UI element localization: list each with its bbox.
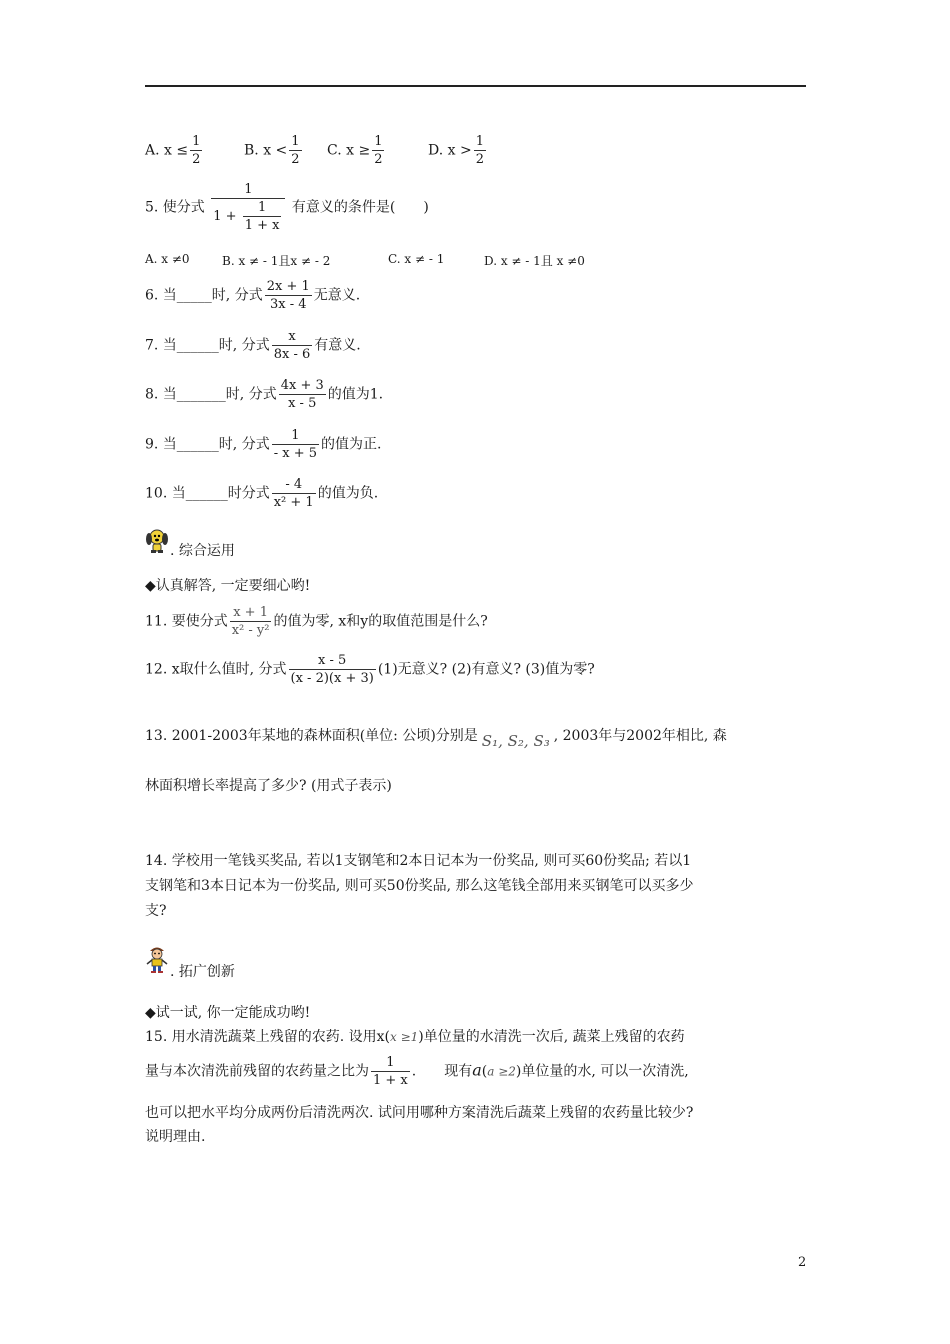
cartoon-dog-icon [145, 528, 169, 554]
q5-option-c: C. x ≠ - 1 [388, 252, 445, 266]
header-rule [145, 85, 806, 87]
section-2-title: . 综合运用 [170, 543, 235, 559]
question-15-line-1: 15. 用水清洗蔬菜上残留的农药. 设用x(x ≥1)单位量的水清洗一次后, 蔬菜上残留的农药 [145, 1029, 685, 1045]
q4-option-b: B. x < $\frac{1}{2}$ [244, 134, 300, 167]
question-10: 10. 当______时分式 $\frac{- 4}{\text{x² + 1}}$ 的值为负. [145, 477, 379, 510]
question-14-line-1: 14. 学校用一笔钱买奖品, 若以1支钢笔和2本日记本为一份奖品, 则可买60份奖品; 若以1 [145, 853, 692, 869]
q5-option-b: B. x ≠ - 1且x ≠ - 2 [222, 254, 331, 268]
question-15-line-2: 量与本次清洗前残留的农药量之比为 $\frac{1}{1 + x}$ . 现有a(a ≥2)单位量的水, 可以一次清洗, [145, 1055, 689, 1088]
question-13-line-1: 13. 2001-2003年某地的森林面积(单位: 公顷)分别是 S₁, S₂, S₃ , 2003年与2002年相比, 森 [145, 728, 727, 750]
q5-complex-fraction: 1 1 + $\frac{1}{1 + x}$ [211, 181, 285, 234]
q4-option-c: C. x ≥ $\frac{1}{2}$ [327, 134, 383, 167]
question-7: 7. 当______时, 分式 $\frac{x}{8x - 6}$ 有意义. [145, 329, 361, 362]
question-6: 6. 当_____时, 分式 $\frac{2x + 1}{3x - 4}$ 无意义. [145, 279, 361, 312]
section-3-title: . 拓广创新 [170, 964, 235, 980]
q5-option-a: A. x ≠0 [145, 252, 190, 266]
question-11: 11. 要使分式 $\frac{x + 1}{\text{x² - y²}}$ 的值为零, x和y的取值范围是什么? [145, 605, 488, 638]
q4-option-a: A. x ≤ $\frac{1}{2}$ [145, 134, 201, 167]
question-15-line-3: 也可以把水平均分成两份后清洗两次. 试问用哪种方案清洗后蔬菜上残留的农药量比较少? [145, 1105, 694, 1121]
question-14-line-3: 支? [145, 903, 167, 919]
question-8: 8. 当_______时, 分式 $\frac{4x + 3}{x - 5}$ 的值为1. [145, 378, 384, 411]
section-3-tip: ◆试一试, 你一定能成功哟! [145, 1005, 311, 1021]
q4-option-d: D. x > $\frac{1}{2}$ [428, 134, 484, 167]
question-12: 12. x取什么值时, 分式 $\frac{x - 5}{(x - 2)(x + 3)}$ (1)无意义? (2)有意义? (3)值为零? [145, 653, 595, 686]
question-13-line-2: 林面积增长率提高了多少? (用式子表示) [145, 778, 392, 794]
question-5: 5. 使分式 1 1 + $\frac{1}{1 + x}$ 有意义的条件是( ) [145, 182, 429, 233]
question-9: 9. 当______时, 分式 $\frac{1}{- x + 5}$ 的值为正. [145, 428, 382, 461]
question-15-line-4: 说明理由. [145, 1129, 206, 1145]
page-number: 2 [798, 1255, 807, 1270]
cartoon-boy-icon [145, 944, 169, 974]
section-2-tip: ◆认真解答, 一定要细心哟! [145, 578, 311, 594]
q5-option-d: D. x ≠ - 1且 x ≠0 [484, 254, 585, 268]
question-14-line-2: 支钢笔和3本日记本为一份奖品, 则可买50份奖品, 那么这笔钱全部用来买钢笔可以买多少 [145, 878, 694, 894]
